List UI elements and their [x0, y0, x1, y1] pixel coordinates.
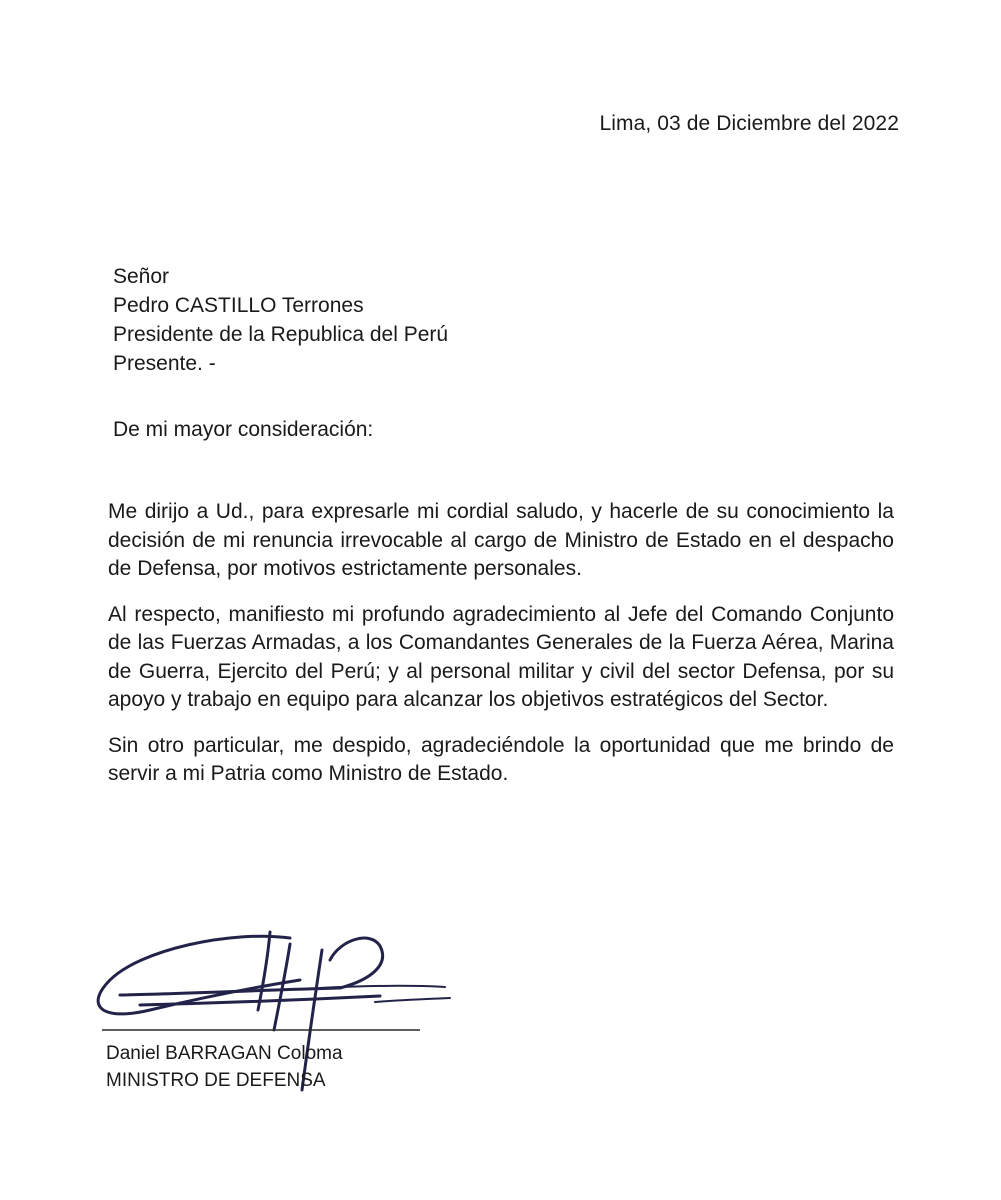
letter-date: Lima, 03 de Diciembre del 2022 [599, 112, 899, 135]
body-paragraph: Sin otro particular, me despido, agradeciéndole la oportunidad que me brindo de servir a mi Patria como Ministro de Estado. [108, 733, 894, 785]
body-paragraph: Al respecto, manifiesto mi profundo agradecimiento al Jefe del Comando Conjunto de las Fuerzas Armadas, a los Comandantes Generales de la Fuerza Aérea, Marina de Guerra, Ejercito del Perú; y al personal militar y civil del sector Defensa, por su apoyo y trabajo en equipo para alcanzar los objetivos estratégicos del Sector. [108, 602, 894, 711]
recipient-greeting: Señor [113, 265, 170, 288]
body-paragraph: Me dirijo a Ud., para expresarle mi cordial saludo, y hacerle de su conocimiento la decisión de mi renuncia irrevocable al cargo de Ministro de Estado en el despacho de Defensa, por motivos estrictamente personales. [108, 500, 894, 580]
recipient-block [113, 262, 448, 378]
recipient-name: Pedro CASTILLO Terrones [113, 294, 364, 317]
recipient-presente: Presente. - [113, 352, 216, 375]
signatory-name: Daniel BARRAGAN Coloma [106, 1043, 343, 1064]
letter-body [108, 498, 894, 806]
signatory-block [106, 1040, 343, 1094]
recipient-title: Presidente de la Republica del Perú [113, 323, 449, 346]
salutation: De mi mayor consideración: [113, 418, 374, 441]
signatory-position: MINISTRO DE DEFENSA [106, 1070, 326, 1091]
